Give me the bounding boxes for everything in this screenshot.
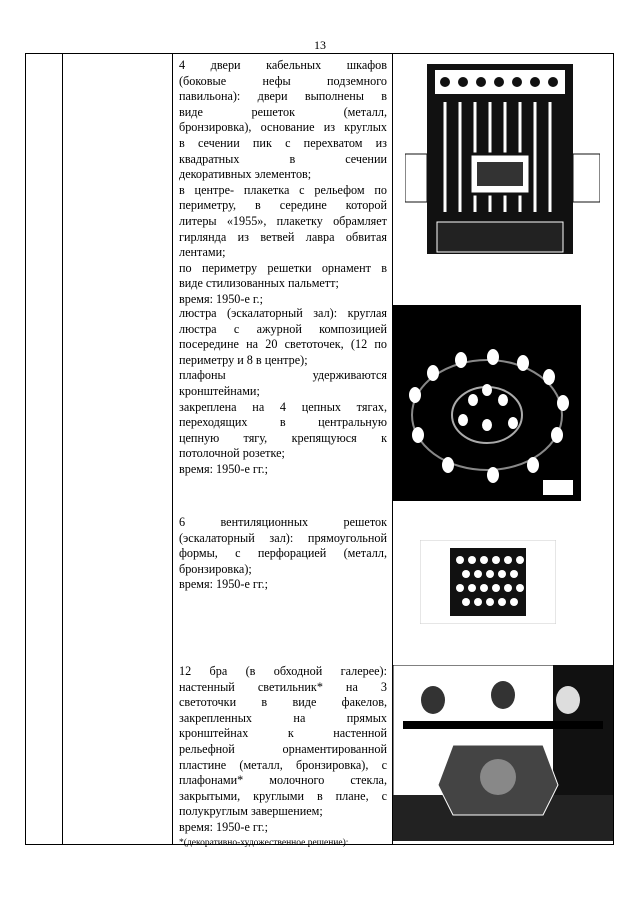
footnote: *(декоративно-художественное решение): (179, 837, 349, 848)
text-line: виде стилизованных пальметт; (179, 276, 339, 291)
text-line: люстра (эскалаторный зал): круглая (179, 306, 387, 320)
text-line: люстра с ажурной композицией (179, 321, 387, 336)
text-line: бронзировка), основание из круглых (179, 120, 387, 135)
photo-cabinet-door (405, 62, 600, 288)
text-line: переходящих в центральную (179, 415, 387, 430)
text-line: посередине на 20 светоточек, (12 по (179, 337, 387, 352)
text-line: 12 бра (в обходной галерее): (179, 664, 387, 678)
text-line: плафонами* молочного стекла, (179, 773, 387, 788)
text-line: бронзировка); (179, 561, 252, 576)
text-line: лентами; (179, 245, 226, 260)
text-line: периметру и 8 в центре); (179, 352, 308, 367)
text-line: квадратных в сечении (179, 151, 387, 166)
item-description-doors (179, 58, 387, 308)
text-line: время: 1950-е гг.; (179, 577, 268, 592)
text-line: в сечении пик с перехватом из (179, 135, 387, 150)
text-line: павильона): двери выполнены в (179, 89, 387, 104)
text-line: светоточки в виде факелов, (179, 695, 387, 710)
text-line: по периметру решетки орнамент в (179, 260, 387, 275)
page-number: 13 (314, 38, 326, 52)
text-line: 4 двери кабельных шкафов (179, 58, 387, 72)
text-line: гирлянда из ветвей лавра обвитая (179, 229, 387, 244)
text-line: полукруглым завершением; (179, 804, 323, 819)
text-line: (боковые нефы подземного (179, 73, 387, 88)
text-line: виде решеток (металл, (179, 104, 387, 119)
text-line: закрепленных на прямых (179, 710, 387, 725)
text-line: цепную тягу, крепящуюся к (179, 430, 387, 445)
text-line: время: 1950-е г.; (179, 291, 263, 306)
photo-sconce (393, 665, 613, 841)
text-line: время: 1950-е гг.; (179, 819, 268, 834)
item-description-sconces (179, 664, 387, 851)
text-line: в центре- плакетка с рельефом по (179, 182, 387, 197)
text-line: рельефной орнаментированной (179, 741, 387, 756)
text-line: литеры «1955», плакетку обрамляет (179, 213, 387, 228)
column-divider (172, 54, 173, 844)
text-line: настенный светильник* на 3 (179, 679, 387, 694)
item-description-chandelier (179, 306, 387, 478)
text-line: плафоны удерживаются (179, 368, 387, 383)
item-description-vent-grilles (179, 515, 387, 593)
photo-chandelier (393, 305, 581, 501)
text-line: потолочной розетке; (179, 446, 285, 461)
text-line: время: 1950-е гг.; (179, 461, 268, 476)
text-line: закреплена на 4 цепных тягах, (179, 399, 387, 414)
photo-vent-grille (420, 540, 556, 624)
text-line: формы, с перфорацией (металл, (179, 546, 387, 561)
text-line: декоративных элементов; (179, 167, 312, 182)
text-line: 6 вентиляционных решеток (179, 515, 387, 529)
text-line: закрытыми, круглыми в плане, с (179, 788, 387, 803)
text-line: кронштейнами; (179, 383, 260, 398)
text-line: пластине (металл, бронзировка), с (179, 757, 387, 772)
text-line: кронштейнах к настенной (179, 726, 387, 741)
text-line: периметру, в середине которой (179, 198, 387, 213)
text-line: (эскалаторный зал): прямоугольной (179, 530, 387, 545)
column-divider (62, 54, 63, 844)
